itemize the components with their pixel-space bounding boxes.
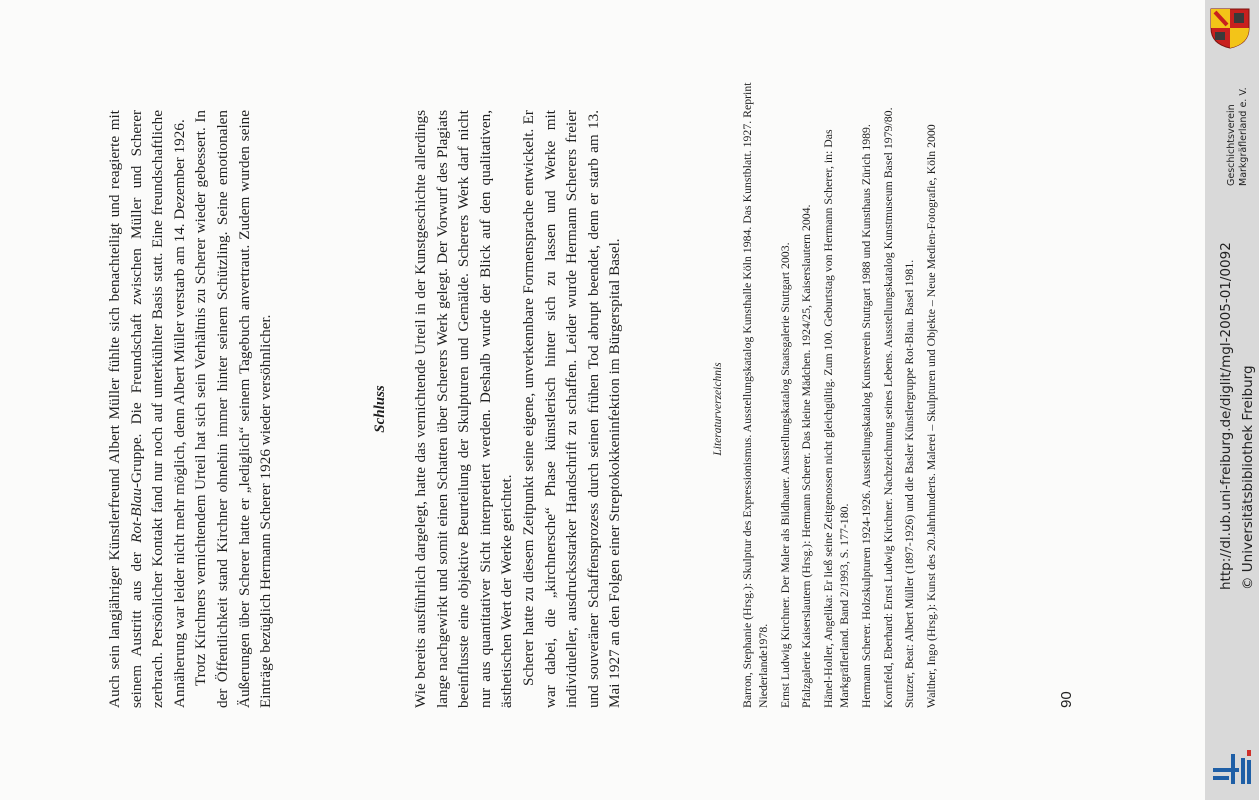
paragraph-mueller-text-b: -Gruppe. Die Freundschaft zwischen Müller und Scherer zerbrach. Persönlicher Kontakt fand nur noch auf unterkühlter Basis statt. Eine freundschaftliche Annäherung war leider nicht mehr möglich, denn Albert Müller verstarb am 14. Dezember 1926.	[127, 109, 188, 708]
reference-item: Kornfeld, Eberhard: Ernst Ludwig Kirchner. Nachzeichnung seines Lebens. Ausstellungskatalog Kunstmuseum Basel 1979/80.	[880, 107, 895, 708]
paragraph-conclusion-2: Scherer hatte zu diesem Zeitpunkt seine eigene, unverkennbare Formensprache entwickelt. Er war dabei, die „kirchnersche“ Phase künstlerisch hinter sich zu lassen und Werke mit individueller, ausdrucksstarker Handschrift zu schaffen. Leider wurde Hermann Scherers freier und souveräner Schaffensprozess durch seinen frühen Tod abrupt beendet, denn er starb am 13. Mai 1927 an den Folgen einer Streptokokkeninfektion im Bürgerspital Basel.	[519, 110, 624, 708]
society-crest-icon	[1207, 6, 1253, 50]
society-name-line2: Markgräflerland e. V.	[1238, 87, 1249, 186]
reference-item: Barron, Stephanie (Hrsg.): Skulptur des Expressionismus. Ausstellungskatalog Kunsthalle Köln 1984. Das Kunstblatt. 1927. Reprint Niederlande1978.	[740, 82, 770, 708]
reference-item: Hänel-Holler, Angelika: Er ließ seine Zeitgenossen nicht gleichgültig. Zum 100. Geburtstag von Hermann Scherer, in: Das Markgräflerland. Band 2/1993, S. 177-180.	[821, 129, 851, 708]
society-name-line1: Geschichtsverein	[1226, 104, 1237, 186]
section-title: Schluss	[372, 385, 388, 433]
document-url-link[interactable]: http://dl.ub.uni-freiburg.de/diglit/mgl-2005-01/0092	[1218, 242, 1234, 590]
reference-item: Walther, Ingo (Hrsg.): Kunst des 20.Jahrhunderts. Malerei – Skulpturen und Objekte – Neue Medien-Fotografie, Köln 2000	[924, 124, 939, 708]
copyright-notice: © Universitätsbibliothek Freiburg	[1240, 365, 1256, 590]
body-text-top	[104, 110, 277, 708]
reference-item: Pfalzgalerie Kaiserslautern (Hrsg.): Hermann Scherer. Das kleine Mädchen. 1924/25, Kaiserslautern 2004.	[799, 204, 814, 708]
reference-item: Hermann Scherer. Holzskulpturen 1924-1926. Ausstellungskatalog Kunstverein Stuttgart 1988 und Kunsthaus Zürich 1989.	[858, 124, 873, 708]
ub-freiburg-logo-icon	[1211, 748, 1255, 788]
literature-title: Literaturverzeichnis	[712, 362, 724, 456]
reference-list	[740, 68, 946, 708]
body-text-conclusion	[410, 110, 626, 708]
paragraph-mueller	[104, 110, 190, 708]
paragraph-conclusion-1: Wie bereits ausführlich dargelegt, hatte das vernichtende Urteil in der Kunstgeschichte allerdings lange nachgewirkt und somit einen Schatten über Scherers Werk gelegt. Der Vorwurf des Plagiats beeinflusste eine objektive Beurteilung der Skulpturen und Gemälde. Scherers Werk darf nicht nur aus quantitativer Sicht interpretiert werden. Deshalb wurde der Blick auf den qualitativen, ästhetischen Wert der Werke gerichtet.	[412, 110, 516, 708]
reference-item: Stutzer, Beat: Albert Müller (1897-1926) und die Basler Künstlergruppe Rot-Blau. Basel 1981.	[902, 259, 917, 708]
reference-item: Ernst Ludwig Kirchner. Der Maler als Bildhauer. Ausstellungskatalog Staatsgalerie Stuttgart 2003.	[777, 242, 792, 708]
rot-blau-emphasis: Rot-Blau	[127, 488, 145, 543]
paragraph-mueller-text-a: Auch sein langjähriger Künstlerfreund Albert Müller fühlte sich benachteiligt und reagierte mit seinem Austritt aus der	[106, 110, 145, 708]
paragraph-kirchner: Trotz Kirchners vernichtendem Urteil hat sich sein Verhältnis zu Scherer wieder gebessert. In der Öffentlichkeit stand Kirchner ohnehin immer hinter seinem Schützling. Seine emotionalen Äußerungen über Scherer hatte er „lediglich“ seinem Tagebuch anvertraut. Zudem wurden seine Einträge bezüglich Hermann Scherer 1926 wieder versöhnlicher.	[192, 110, 275, 708]
page-number: 90	[1058, 691, 1075, 708]
